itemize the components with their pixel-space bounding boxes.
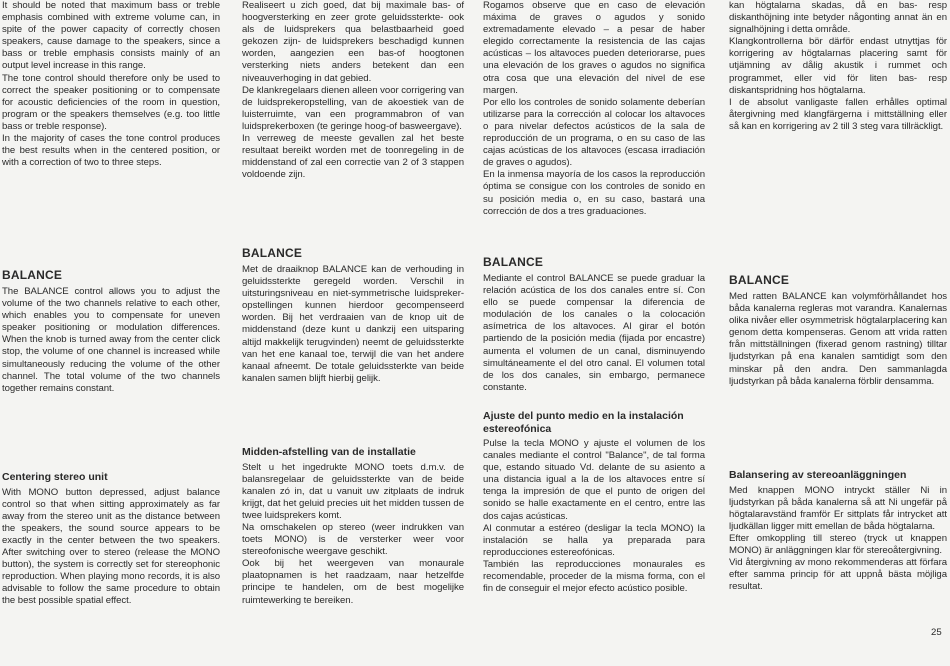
english-centering-heading: Centering stereo unit [2, 471, 108, 483]
swedish-balance-paragraph: Med ratten BALANCE kan volymförhållandet hos båda kanalerna regleras mot varandra. Kanalernas olika nivåer eller osymmetrisk högtalarplacering kan genom detta kompenseras. Genom att vrida ratten från mittställningen (fixerad genom rastning) tilltar ljudstyrkan på ena kanalen samtidigt som den minskar på den andra. Den sammanlagda ljudstyrkan på båda kanalerna förblir densamma. [729, 291, 947, 387]
spanish-balance-heading: BALANCE [483, 255, 544, 269]
english-centering-paragraph: With MONO button depressed, adjust balance control so that when sitting approximately as far away from the stereo unit as the distance between the speakers, the sound source appears to be exactly in the center between the two speakers. After switching over to stereo (release the MONO button), the system is correctly set for stereophonic reproduction. When playing mono records, it is also advisable to follow the same procedure to obtain the best possible spatial effect. [2, 486, 220, 607]
swedish-intro-paragraph: Klangkontrollerna bör därför endast utnyttjas för korrigering av högtalarnas placering samt för utjämning av dålig akustik i rummet och programmet, eller vid för liten bas- resp diskantspridning hos högtalarna. [729, 36, 947, 96]
page-number: 25 [931, 627, 942, 638]
swedish-intro-paragraph: I de absolut vanligaste fallen erhålles optimal återgivning med klangfärgerna i mittställning eller så kan en korrigering av 2 till 3 steg vara tillräckligt. [729, 96, 947, 132]
english-intro-paragraph: The tone control should therefore only be used to correct the speaker positioning or to compensate for acoustic deficiencies of the room in question, program or the speakers themselves (e.g. too little bass or treble response). [2, 72, 220, 132]
swedish-centering-section [729, 469, 947, 593]
english-balance-paragraph: The BALANCE control allows you to adjust the volume of the two channels relative to each other, which enables you to compensate for uneven speaker positioning or modulation differences. When the knob is turned away from the center click stop, the volume of one channel is increased while simultaneously reducing the volume of the other channel. The total volume of the two channels together remains constant. [2, 286, 220, 394]
spanish-intro-section [483, 0, 705, 218]
spanish-intro-paragraph: Por ello los controles de sonido solamente deberían utilizarse para la corrección al colocar los altavoces o para nivelar defectos acústicos de la sala de reproducción de un programa, o en su caso de las cajas acústicas de los altavoces (escasa irradiación de graves o agudos). [483, 96, 705, 169]
dutch-intro-paragraph: Realiseert u zich goed, dat bij maximale bas- of hoogversterking en zeer grote geluidssterkte- ook als de luidsprekers qua belastbaarheid goed gekozen zijn- de luidsprekers beschadigd kunnen worden, aangezien een bas-of hoogtonen versterking niets anders betekent dan een niveauverhoging in dat gebied. [242, 0, 464, 84]
spanish-intro-paragraph: En la inmensa mayoría de los casos la reproducción óptima se consigue con los controles de sonido en su posición media o, en su caso, bastará una corrección de dos a tres graduaciones. [483, 169, 705, 217]
english-intro-section [2, 0, 220, 169]
english-intro-paragraph: In the majority of cases the tone control produces the best results when in the centered position, or with a correction of two to three steps. [2, 133, 220, 169]
swedish-centering-paragraph: Med knappen MONO intryckt ställer Ni in ljudstyrkan på båda kanalerna så att Ni ungefär på högtalaravständ framför Er sittplats får intrycket att ljudkällan ligger mitt emellan de båda högtalarna. [729, 484, 947, 532]
spanish-balance-section [483, 255, 705, 394]
spanish-centering-paragraph: Pulse la tecla MONO y ajuste el volumen de los canales mediante el control "Balance", de tal forma que, estando situado Vd. delante de su asiento a una distancia igual a la de los altavoces entre sí tenga la impresión de que el punto de origen del sonido se halle exactamente en el centro, entre las dos cajas acústicas. [483, 438, 705, 522]
english-balance-heading: BALANCE [2, 268, 63, 282]
dutch-intro-section [242, 0, 464, 181]
english-centering-section [2, 471, 220, 607]
dutch-centering-paragraph: Stelt u het ingedrukte MONO toets d.m.v. de balansregelaar de geluidssterkte van de beide kanalen zó in, dat u vanuit uw zitplaats de indruk krijgt, dat het geluid precies uit het midden tussen de twee luidsprekers komt. [242, 461, 464, 521]
dutch-balance-heading: BALANCE [242, 246, 303, 260]
spanish-centering-paragraph: Al conmutar a estéreo (desligar la tecla MONO) la instalación se halla ya preparada para reproducciones estereofónicas. [483, 522, 705, 558]
spanish-balance-paragraph: Mediante el control BALANCE se puede graduar la relación acústica de los dos canales entre sí. Con ello se puede compensar la diferencia de modulación de los canales o la colocación asímetrica de los altavoces. Al girar el botón partiendo de la posición media (fijada por encastre) aumenta el volumen de un canal, disminuyendo simultáneamente el del otro canal. El volumen total de los dos canales, sin embargo, permanece constante. [483, 273, 705, 393]
dutch-centering-paragraph: Ook bij het weergeven van monaurale plaatopnamen is het raadzaam, naar hetzelfde principe te handelen, om de best mogelijke ruimtewerking te bereiken. [242, 558, 464, 606]
swedish-intro-paragraph: kan högtalarna skadas, då en bas- resp diskanthöjning inte betyder någonting annat än en signalhöjning i detta område. [729, 0, 947, 36]
dutch-centering-heading: Midden-afstelling van de installatie [242, 446, 416, 458]
dutch-intro-paragraph: In verreweg de meeste gevallen zal het beste resultaat bereikt worden met de toonregeling in de middenstand of zal een correctie van 2 of 3 stappen voldoende zijn. [242, 133, 464, 181]
swedish-balance-section [729, 273, 947, 388]
dutch-balance-paragraph: Met de draaiknop BALANCE kan de verhouding in geluidssterkte geregeld worden. Verschil in uitsturingsniveau en niet-symmetrische luidspreker-opstellingen kunnen hierdoor gecompenseerd worden. Bij het verdraaien van de knop uit de middenstand (deze kunt u dankzij een uitsparing altijd makkelijk terugvinden) neemt de geluidssterkte van het ene kanaal toe, terwijl die van het andere kanaal afneemt. De totale geluidssterkte van beide kanalen samen blijft hierbij gelijk. [242, 264, 464, 384]
swedish-intro-section [729, 0, 947, 133]
dutch-centering-section [242, 446, 464, 607]
dutch-centering-paragraph: Na omschakelen op stereo (weer indrukken van toets MONO) is de versterker weer voor stereofonische weergave geschikt. [242, 521, 464, 558]
english-balance-section [2, 268, 220, 395]
dutch-intro-paragraph: De klankregelaars dienen alleen voor corrigering van de luidsprekeropstelling, van de akoestiek van de luisterruimte, van een programmabron of van luidsprekerboxen (te geringe hoog-of basweergave). [242, 84, 464, 132]
swedish-centering-paragraph: Vid återgivning av mono rekommenderas att förfara efter samma princip för att uppnå bästa möjliga resultat. [729, 557, 947, 593]
swedish-centering-heading: Balansering av stereoanläggningen [729, 469, 907, 481]
english-intro-paragraph: It should be noted that maximum bass or treble emphasis combined with extreme volume can, in spite of the power capacity of correctly chosen speakers, cause damage to the speakers, since a bass or treble emphasis consists mainly of an output level increase in this range. [2, 0, 220, 72]
spanish-centering-heading: Ajuste del punto medio en la instalación estereofónica [483, 410, 684, 435]
swedish-balance-heading: BALANCE [729, 273, 790, 287]
swedish-centering-paragraph: Efter omkoppling till stereo (tryck ut knappen MONO) är anläggningen klar för stereoåtergivning. [729, 532, 947, 556]
spanish-intro-paragraph: Rogamos observe que en caso de elevación máxima de graves o agudos y sonido extremadamente elevado – a pesar de haber elegido correctamente la resistencia de las cajas acústicas – los altavoces pueden deteriorarse, pues una elevación de los graves o agudos no significa otra cosa que una elevación del nivel de ese margen. [483, 0, 705, 96]
spanish-centering-paragraph: También las reproducciones monaurales es recomendable, proceder de la misma forma, con el fin de conseguir el mejor efecto acústico posible. [483, 558, 705, 595]
dutch-balance-section [242, 246, 464, 385]
spanish-centering-section [483, 410, 705, 595]
